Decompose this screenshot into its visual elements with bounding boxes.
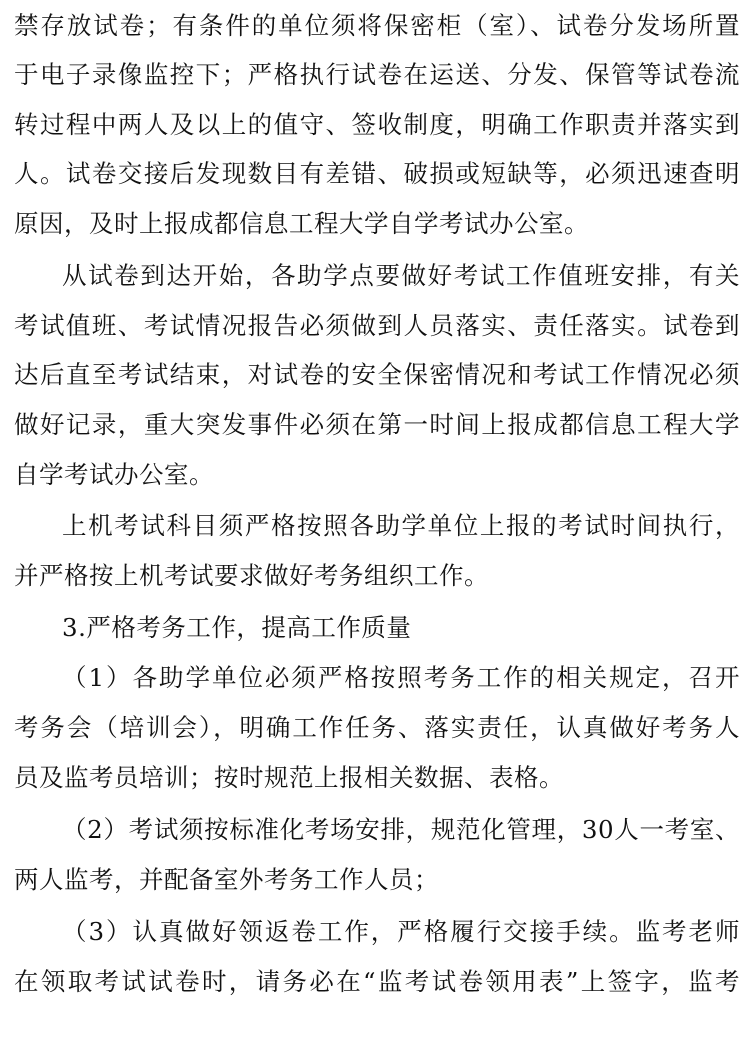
text-line: （1）各助学单位必须严格按照考务工作的相关规定，召开	[62, 663, 740, 692]
text-line: 做好记录，重大突发事件必须在第一时间上报成都信息工程大学	[14, 410, 740, 439]
text-line: 自学考试办公室。	[14, 460, 214, 489]
text-line: 两人监考，并配备室外考务工作人员；	[14, 865, 439, 894]
section-heading: 3.严格考务工作，提高工作质量	[62, 613, 412, 642]
text-line: 人。试卷交接后发现数目有差错、破损或短缺等，必须迅速查明	[14, 159, 740, 188]
text-line: （3）认真做好领返卷工作，严格履行交接手续。监考老师	[62, 917, 740, 946]
text-line: （2）考试须按标准化考场安排，规范化管理，30人一考室、	[62, 815, 740, 844]
text-line: 考试值班、考试情况报告必须做到人员落实、责任落实。试卷到	[14, 311, 740, 340]
text-line: 于电子录像监控下；严格执行试卷在运送、分发、保管等试卷流	[14, 60, 740, 89]
text-line: 上机考试科目须严格按照各助学单位上报的考试时间执行，	[62, 511, 740, 540]
text-line: 达后直至考试结束，对试卷的安全保密情况和考试工作情况必须	[14, 360, 740, 389]
text-line: 转过程中两人及以上的值守、签收制度，明确工作职责并落实到	[14, 110, 740, 139]
text-line: 在领取考试试卷时，请务必在“监考试卷领用表”上签字，监考	[14, 967, 740, 996]
text-line: 从试卷到达开始，各助学点要做好考试工作值班安排，有关	[62, 261, 740, 290]
text-line: 考务会（培训会），明确工作任务、落实责任，认真做好考务人	[14, 713, 740, 742]
text-line: 并严格按上机考试要求做好考务组织工作。	[14, 561, 489, 590]
text-line: 禁存放试卷；有条件的单位须将保密柜（室）、试卷分发场所置	[14, 11, 740, 40]
text-line: 员及监考员培训；按时规范上报相关数据、表格。	[14, 763, 564, 792]
text-line: 原因，及时上报成都信息工程大学自学考试办公室。	[14, 209, 589, 238]
